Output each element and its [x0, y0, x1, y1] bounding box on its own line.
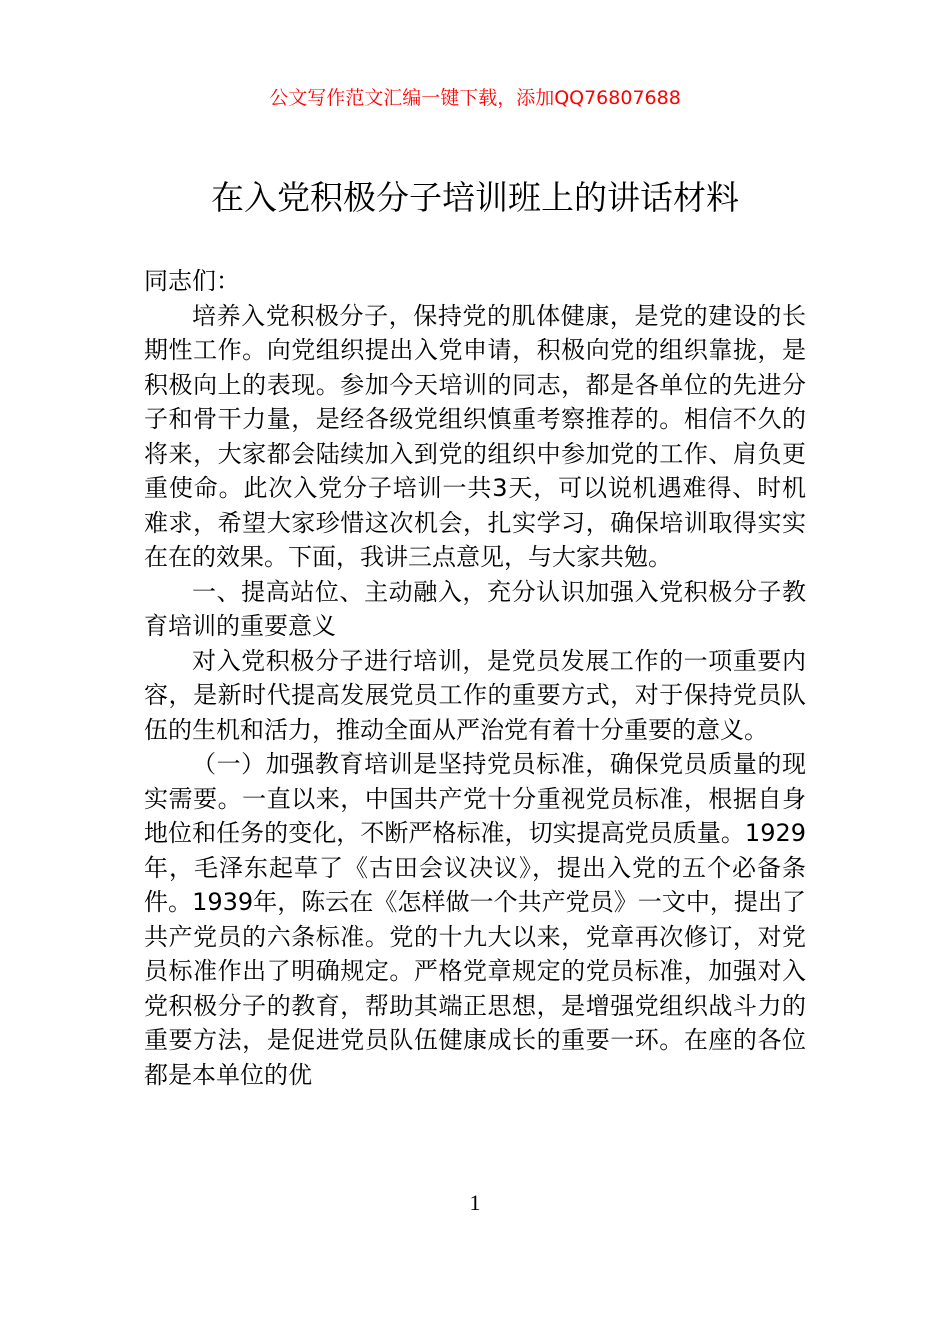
page-number: 1: [469, 1190, 481, 1215]
paragraph-intro: 培养入党积极分子，保持党的肌体健康，是党的建设的长期性工作。向党组织提出入党申请，积极向党的组织靠拢，是积极向上的表现。参加今天培训的同志，都是各单位的先进分子和骨干力量，是经各级党组织慎重考察推荐的。相信不久的将来，大家都会陆续加入到党的组织中参加党的工作、肩负更重使命。此次入党分子培训一共3天，可以说机遇难得、时机难求，希望大家珍惜这次机会，扎实学习，确保培训取得实实在在的效果。下面，我讲三点意见，与大家共勉。: [144, 301, 806, 571]
document-body: [144, 264, 806, 1092]
salutation: 同志们：: [144, 267, 240, 295]
paragraph-section-1: 对入党积极分子进行培训，是党员发展工作的一项重要内容，是新时代提高发展党员工作的重要方式，对于保持党员队伍的生机和活力，推动全面从严治党有着十分重要的意义。: [144, 646, 806, 744]
paragraph-subsection-1: （一）加强教育培训是坚持党员标准，确保党员质量的现实需要。一直以来，中国共产党十分重视党员标准，根据自身地位和任务的变化，不断严格标准，切实提高党员质量。1929年，毛泽东起草了《古田会议决议》，提出入党的五个必备条件。1939年，陈云在《怎样做一个共产党员》一文中，提出了共产党员的六条标准。党的十九大以来，党章再次修订，对党员标准作出了明确规定。严格党章规定的党员标准，加强对入党积极分子的教育，帮助其端正思想，是增强党组织战斗力的重要方法，是促进党员队伍健康成长的重要一环。在座的各位都是本单位的优: [144, 750, 806, 1089]
document-title: 在入党积极分子培训班上的讲话材料: [211, 178, 739, 217]
section-heading-1: 一、提高站位、主动融入，充分认识加强入党积极分子教育培训的重要意义: [144, 577, 806, 640]
download-banner: 公文写作范文汇编一键下载，添加QQ76807688: [269, 87, 681, 109]
